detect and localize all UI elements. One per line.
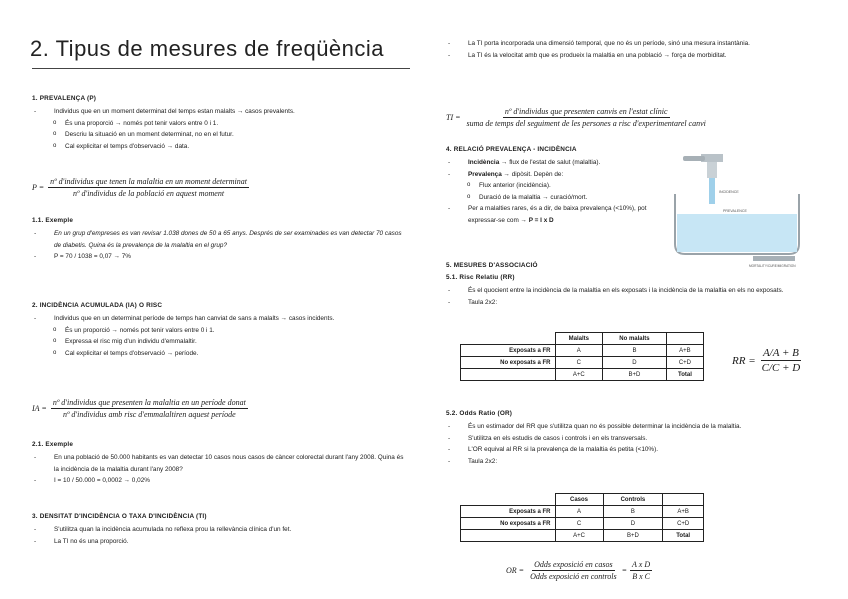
list-item: - És el quocient entre la incidència de la malaltia en els exposats i la incidència de la malaltia en els no exposats. bbox=[446, 285, 824, 297]
list-item: o Cal explicitar el temps d'observació → període. bbox=[32, 348, 402, 360]
relation-list bbox=[446, 157, 666, 226]
page-title: 2. Tipus de mesures de freqüència bbox=[30, 36, 385, 61]
list-item: - La TI porta incorporada una dimensió temporal, que no és un període, sinó una mesura instantània. bbox=[446, 38, 824, 50]
list-item: - Per a malalties rares, és a dir, de baixa prevalença (<10%), pot expressar-se com → P = I x D bbox=[446, 203, 666, 226]
list-item: o Cal explicitar el temps d'observació → data. bbox=[32, 141, 412, 153]
outflow-label: MORTALITY/CURE/MIGRATION bbox=[749, 264, 796, 268]
table-row-label: Exposats a FR bbox=[461, 506, 556, 518]
list-item: - Individus que en un determinat període de temps han canviat de sans a malalts → casos incidents. bbox=[32, 313, 402, 325]
formula-denominator: suma de temps del seguiment de les persones a risc d'experimentarel canvi bbox=[466, 119, 706, 128]
section-ti-heading: 3. DENSITAT D'INCIDÈNCIA O TAXA D'INCIDÈNCIA (TI) bbox=[32, 513, 207, 520]
section-relation-heading: 4. RELACIÓ PREVALENÇA - INCIDÈNCIA bbox=[446, 146, 577, 153]
rr-list bbox=[446, 285, 824, 308]
list-item: - P = 70 / 1038 = 0,07 → 7% bbox=[32, 251, 410, 263]
ti-formula bbox=[446, 107, 708, 128]
list-item: - Prevalença → dipòsit. Depèn de: bbox=[446, 169, 666, 181]
list-item: - En un grup d'empreses es van revisar 1.038 dones de 50 a 65 anys. Després de ser examinades es van detectar 70 casos de diabetis. Quina és la prevalença de la malaltia en el grup? bbox=[32, 228, 410, 251]
prevalence-list bbox=[32, 106, 412, 152]
formula-lhs: TI = bbox=[446, 113, 461, 122]
example-1-heading: 1.1. Exemple bbox=[32, 217, 74, 224]
or-table: Casos Controls Exposats a FR A B A+B No exposats a FR C D C+D A+C B+D Total bbox=[460, 493, 704, 542]
list-item: - Taula 2x2: bbox=[446, 456, 824, 468]
list-item: - Incidència → flux de l'estat de salut (malaltia). bbox=[446, 157, 666, 169]
table-row-label: No exposats a FR bbox=[461, 357, 556, 369]
list-item: o Expressa el risc mig d'un individu d'emmalaltir. bbox=[32, 336, 402, 348]
rr-formula: RR = $\frac{A/A + B}{C/C + D}$ bbox=[732, 347, 801, 374]
formula-lhs: P = bbox=[32, 183, 45, 192]
list-item: o Duració de la malaltia → curació/mort. bbox=[446, 192, 666, 204]
example-2-heading: 2.1. Exemple bbox=[32, 441, 74, 448]
prevalence-formula bbox=[32, 177, 249, 198]
list-item: o És una proporció → només pot tenir valors entre 0 i 1. bbox=[32, 118, 412, 130]
list-item: - L'OR equival al RR si la prevalença de la malaltia és petita (<10%). bbox=[446, 444, 824, 456]
incidence-list bbox=[32, 313, 402, 359]
formula-denominator: nº d'individus amb risc d'emmalaltiren aquest període bbox=[62, 410, 236, 419]
table-row-label: No exposats a FR bbox=[461, 518, 556, 530]
example-1-list bbox=[32, 228, 410, 263]
incidence-formula bbox=[32, 398, 248, 419]
list-item: o Flux anterior (incidència). bbox=[446, 180, 666, 192]
list-item: - En una població de 50.000 habitants es van detectar 10 casos nous casos de càncer colorectal durant l'any 2008. Quina és la incidència de la malaltia durant l'any 2008? bbox=[32, 452, 410, 475]
or-list bbox=[446, 421, 824, 467]
prevalence-label: PREVALENCE bbox=[723, 209, 747, 213]
list-item: o És un proporció → només pot tenir valors entre 0 i 1. bbox=[32, 325, 402, 337]
or-heading: 5.2. Odds Ratio (OR) bbox=[446, 410, 513, 417]
section-prevalence-heading: 1. PREVALENÇA (P) bbox=[32, 95, 97, 102]
prevalence-water bbox=[677, 214, 797, 252]
incidence-label: INCIDENCE bbox=[719, 190, 739, 194]
list-item: - Individus que en un moment determinat del temps estan malalts → casos prevalents. bbox=[32, 106, 412, 118]
list-item: - És un estimador del RR que s'utilitza quan no és possible determinar la incidència de la malaltia. bbox=[446, 421, 824, 433]
section-association-heading: 5. MESURES D'ASSOCIACIÓ bbox=[446, 262, 538, 269]
formula-numerator: nº d'individus que presenten canvis en l'estat clínic bbox=[504, 107, 668, 116]
title-underline bbox=[32, 68, 410, 69]
rr-heading: 5.1. Risc Relatiu (RR) bbox=[446, 274, 515, 281]
table-row-label: Exposats a FR bbox=[461, 345, 556, 357]
ti-list bbox=[32, 524, 412, 547]
formula-lhs: IA = bbox=[32, 404, 47, 413]
list-item: - I = 10 / 50.000 = 0,0002 → 0,02% bbox=[32, 475, 410, 487]
rr-table: Malalts No malalts Exposats a FR A B A+B No exposats a FR C D C+D A+C B+D Total bbox=[460, 332, 704, 381]
list-item: - Taula 2x2: bbox=[446, 297, 824, 309]
example-2-list bbox=[32, 452, 410, 487]
list-item: - La TI és la velocitat amb que es produeix la malaltia en una població → força de morbiditat. bbox=[446, 50, 824, 62]
section-incidence-heading: 2. INCIDÈNCIA ACUMULADA (IA) O RISC bbox=[32, 302, 163, 309]
ti-continued-list bbox=[446, 38, 824, 61]
formula-denominator: nº d'individus de la població en aquest moment bbox=[73, 189, 225, 198]
or-formula: OR = $\frac{\text{Odds exposició en casos}}{\text{Odds exposició en controls}}$ = $\frac{\text{A x D}}{\text{B x C}}$ bbox=[506, 560, 651, 581]
prevalence-basin-diagram bbox=[671, 150, 806, 270]
list-item: o Descriu la situació en un moment determinat, no en el futur. bbox=[32, 129, 412, 141]
list-item: - La TI no és una proporció. bbox=[32, 536, 412, 548]
formula-numerator: nº d'individus que presenten la malaltia en un període donat bbox=[52, 398, 246, 407]
list-item: - S'utilitza quan la incidència acumulada no reflexa prou la rellevància clínica d'un fet. bbox=[32, 524, 412, 536]
formula-numerator: nº d'individus que tenen la malaltia en un moment determinat bbox=[50, 177, 247, 186]
inflow-stream bbox=[709, 178, 715, 204]
list-item: - S'utilitza en els estudis de casos i controls i en els transversals. bbox=[446, 433, 824, 445]
